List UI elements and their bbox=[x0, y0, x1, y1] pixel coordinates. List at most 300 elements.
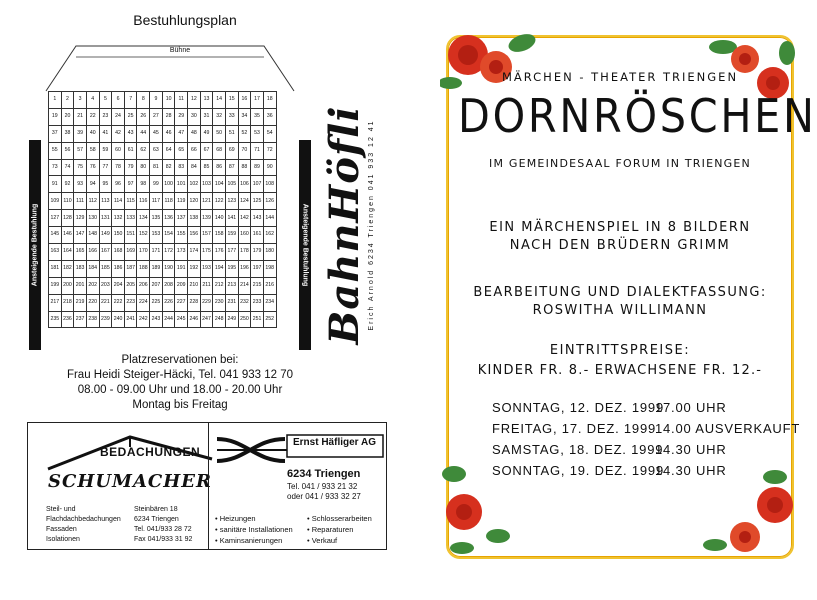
seat: 49 bbox=[200, 125, 213, 142]
seat: 218 bbox=[61, 294, 74, 311]
poster-adaptation-author: ROSWITHA WILLIMANN bbox=[532, 303, 708, 318]
seat: 78 bbox=[112, 159, 125, 176]
seat: 179 bbox=[251, 244, 264, 261]
seat-row bbox=[49, 193, 277, 210]
seat: 190 bbox=[162, 260, 175, 277]
seat: 86 bbox=[213, 159, 226, 176]
seat: 65 bbox=[175, 142, 188, 159]
seat: 127 bbox=[49, 210, 62, 227]
seat: 223 bbox=[124, 294, 137, 311]
seat-row bbox=[49, 108, 277, 125]
seat: 230 bbox=[213, 294, 226, 311]
seat: 69 bbox=[225, 142, 238, 159]
seat: 64 bbox=[162, 142, 175, 159]
seat: 239 bbox=[99, 311, 112, 328]
seat: 80 bbox=[137, 159, 150, 176]
seat: 51 bbox=[225, 125, 238, 142]
seat: 185 bbox=[99, 260, 112, 277]
show-row bbox=[492, 442, 800, 463]
seat: 18 bbox=[263, 92, 276, 109]
seat: 53 bbox=[251, 125, 264, 142]
seat-row bbox=[49, 277, 277, 294]
seat: 167 bbox=[99, 244, 112, 261]
seat: 59 bbox=[99, 142, 112, 159]
seat: 248 bbox=[213, 311, 226, 328]
phone-line: oder 041 / 933 32 27 bbox=[287, 492, 361, 501]
seat: 186 bbox=[112, 260, 125, 277]
seat: 174 bbox=[188, 244, 201, 261]
seat: 11 bbox=[175, 92, 188, 109]
side-label-right bbox=[299, 140, 311, 350]
seat: 43 bbox=[124, 125, 137, 142]
seat: 156 bbox=[188, 227, 201, 244]
seat: 142 bbox=[238, 210, 251, 227]
seat: 187 bbox=[124, 260, 137, 277]
seat-row bbox=[49, 311, 277, 328]
ad-haefliger-services-2 bbox=[307, 513, 372, 546]
stage-label: Bühne bbox=[169, 47, 191, 54]
side-label-left-text: Ansteigende Bestuhlung bbox=[31, 203, 39, 287]
seat-row bbox=[49, 125, 277, 142]
seat-row bbox=[49, 294, 277, 311]
seat: 111 bbox=[74, 193, 87, 210]
show-date: SAMSTAG, 18. DEZ. 1999 bbox=[492, 442, 664, 457]
seat: 94 bbox=[86, 176, 99, 193]
seat: 232 bbox=[238, 294, 251, 311]
seat: 108 bbox=[263, 176, 276, 193]
service-line: • Heizungen bbox=[215, 514, 256, 523]
seat-row bbox=[49, 92, 277, 109]
reservation-line: Frau Heidi Steiger-Häcki, Tel. 041 933 12 70 bbox=[66, 369, 294, 381]
seat: 26 bbox=[137, 108, 150, 125]
seat: 168 bbox=[112, 244, 125, 261]
seat: 83 bbox=[175, 159, 188, 176]
seat: 150 bbox=[112, 227, 125, 244]
seat: 5 bbox=[99, 92, 112, 109]
reservation-info bbox=[30, 353, 330, 413]
service-line: • Reparaturen bbox=[307, 525, 354, 534]
seat: 131 bbox=[99, 210, 112, 227]
ad-schumacher-services bbox=[46, 505, 121, 545]
seat: 50 bbox=[213, 125, 226, 142]
seat: 23 bbox=[99, 108, 112, 125]
seat: 61 bbox=[124, 142, 137, 159]
seat: 144 bbox=[263, 210, 276, 227]
seat: 136 bbox=[162, 210, 175, 227]
seat: 74 bbox=[61, 159, 74, 176]
poster-description-2: NACH DEN BRÜDERN GRIMM bbox=[509, 238, 731, 253]
seat: 89 bbox=[251, 159, 264, 176]
contact-line: 6234 Triengen bbox=[134, 516, 179, 523]
poster-pretitle: MÄRCHEN - THEATER TRIENGEN bbox=[501, 70, 739, 84]
seat: 90 bbox=[263, 159, 276, 176]
seat: 157 bbox=[200, 227, 213, 244]
seat: 176 bbox=[213, 244, 226, 261]
contact-line: Fax 041/933 31 92 bbox=[134, 536, 193, 543]
ad-haefliger-services bbox=[215, 513, 293, 546]
seat: 214 bbox=[238, 277, 251, 294]
seat: 132 bbox=[112, 210, 125, 227]
contact-line: Steinbären 18 bbox=[134, 506, 178, 513]
seat: 33 bbox=[225, 108, 238, 125]
seat: 32 bbox=[213, 108, 226, 125]
show-date: SONNTAG, 12. DEZ. 1999 bbox=[492, 400, 664, 415]
seat: 224 bbox=[137, 294, 150, 311]
seat: 155 bbox=[175, 227, 188, 244]
poster-adaptation-label: BEARBEITUNG UND DIALEKTFASSUNG: bbox=[473, 285, 767, 300]
seat: 63 bbox=[150, 142, 163, 159]
seat: 29 bbox=[175, 108, 188, 125]
ad-schumacher-title: BEDACHUNGEN bbox=[100, 445, 201, 459]
seat: 244 bbox=[162, 311, 175, 328]
seat: 6 bbox=[112, 92, 125, 109]
seat: 145 bbox=[49, 227, 62, 244]
seat: 77 bbox=[99, 159, 112, 176]
seat: 180 bbox=[263, 244, 276, 261]
service-line: Isolationen bbox=[46, 536, 80, 543]
seat: 216 bbox=[263, 277, 276, 294]
seat: 209 bbox=[175, 277, 188, 294]
logo-subline: Erich Arnold 6234 Triengen 041 933 12 41 bbox=[368, 119, 375, 331]
service-line: • sanitäre Installationen bbox=[215, 525, 293, 534]
seat: 115 bbox=[124, 193, 137, 210]
seat: 130 bbox=[86, 210, 99, 227]
seat: 158 bbox=[213, 227, 226, 244]
seat: 139 bbox=[200, 210, 213, 227]
seat: 175 bbox=[200, 244, 213, 261]
seat: 10 bbox=[162, 92, 175, 109]
seat: 84 bbox=[188, 159, 201, 176]
seat: 19 bbox=[49, 108, 62, 125]
reservation-line: 08.00 - 09.00 Uhr und 18.00 - 20.00 Uhr bbox=[77, 384, 283, 396]
seat: 203 bbox=[99, 277, 112, 294]
seat: 212 bbox=[213, 277, 226, 294]
seat: 56 bbox=[61, 142, 74, 159]
seat: 52 bbox=[238, 125, 251, 142]
seat: 222 bbox=[112, 294, 125, 311]
seat: 233 bbox=[251, 294, 264, 311]
seat: 54 bbox=[263, 125, 276, 142]
seat: 21 bbox=[74, 108, 87, 125]
seat: 107 bbox=[251, 176, 264, 193]
seat: 114 bbox=[112, 193, 125, 210]
seat: 134 bbox=[137, 210, 150, 227]
seat: 188 bbox=[137, 260, 150, 277]
seat: 122 bbox=[213, 193, 226, 210]
seat: 85 bbox=[200, 159, 213, 176]
seat: 177 bbox=[225, 244, 238, 261]
seat: 245 bbox=[175, 311, 188, 328]
seat: 128 bbox=[61, 210, 74, 227]
seat: 124 bbox=[238, 193, 251, 210]
seat: 67 bbox=[200, 142, 213, 159]
seat: 15 bbox=[225, 92, 238, 109]
seat: 126 bbox=[263, 193, 276, 210]
seat: 16 bbox=[238, 92, 251, 109]
seat: 135 bbox=[150, 210, 163, 227]
seat: 110 bbox=[61, 193, 74, 210]
seat-grid bbox=[48, 91, 277, 328]
seat: 42 bbox=[112, 125, 125, 142]
seat: 68 bbox=[213, 142, 226, 159]
seat: 208 bbox=[162, 277, 175, 294]
seat: 39 bbox=[74, 125, 87, 142]
seat: 4 bbox=[86, 92, 99, 109]
seat: 38 bbox=[61, 125, 74, 142]
seat: 105 bbox=[225, 176, 238, 193]
seat: 210 bbox=[188, 277, 201, 294]
seat: 228 bbox=[188, 294, 201, 311]
seat: 236 bbox=[61, 311, 74, 328]
seat: 37 bbox=[49, 125, 62, 142]
seat: 58 bbox=[86, 142, 99, 159]
seat: 235 bbox=[49, 311, 62, 328]
ad-haefliger-town: 6234 Triengen bbox=[287, 468, 361, 480]
seat: 109 bbox=[49, 193, 62, 210]
seat: 45 bbox=[150, 125, 163, 142]
seat: 140 bbox=[213, 210, 226, 227]
seat: 199 bbox=[49, 277, 62, 294]
seat: 237 bbox=[74, 311, 87, 328]
seat: 192 bbox=[188, 260, 201, 277]
seat: 60 bbox=[112, 142, 125, 159]
seat: 25 bbox=[124, 108, 137, 125]
seat: 99 bbox=[150, 176, 163, 193]
show-date: FREITAG, 17. DEZ. 1999 bbox=[492, 421, 657, 436]
seat: 141 bbox=[225, 210, 238, 227]
show-time: 14.00 AUSVERKAUFT bbox=[655, 421, 801, 436]
seat: 178 bbox=[238, 244, 251, 261]
seat: 195 bbox=[225, 260, 238, 277]
seat: 97 bbox=[124, 176, 137, 193]
seat: 55 bbox=[49, 142, 62, 159]
seat: 193 bbox=[200, 260, 213, 277]
seat: 213 bbox=[225, 277, 238, 294]
poster bbox=[440, 25, 817, 565]
show-row bbox=[492, 400, 800, 421]
ad-schumacher-contact bbox=[134, 505, 192, 545]
seat: 31 bbox=[200, 108, 213, 125]
seat: 95 bbox=[99, 176, 112, 193]
seat: 40 bbox=[86, 125, 99, 142]
ad-haefliger bbox=[208, 423, 387, 549]
seat: 202 bbox=[86, 277, 99, 294]
seat-row bbox=[49, 210, 277, 227]
seat: 243 bbox=[150, 311, 163, 328]
seat: 226 bbox=[162, 294, 175, 311]
seat: 194 bbox=[213, 260, 226, 277]
seat: 137 bbox=[175, 210, 188, 227]
seat: 82 bbox=[162, 159, 175, 176]
seat: 211 bbox=[200, 277, 213, 294]
seat: 104 bbox=[213, 176, 226, 193]
seat: 119 bbox=[175, 193, 188, 210]
show-row bbox=[492, 463, 800, 484]
seat: 246 bbox=[188, 311, 201, 328]
seat: 159 bbox=[225, 227, 238, 244]
seat: 231 bbox=[225, 294, 238, 311]
seat: 46 bbox=[162, 125, 175, 142]
seat: 251 bbox=[251, 311, 264, 328]
seat: 113 bbox=[99, 193, 112, 210]
seat: 225 bbox=[150, 294, 163, 311]
seat: 221 bbox=[99, 294, 112, 311]
seat: 200 bbox=[61, 277, 74, 294]
seat-row bbox=[49, 227, 277, 244]
seat: 204 bbox=[112, 277, 125, 294]
seat: 148 bbox=[86, 227, 99, 244]
seat: 41 bbox=[99, 125, 112, 142]
service-line: Fassaden bbox=[46, 526, 77, 533]
service-line: Flachdachbedachungen bbox=[46, 516, 121, 523]
seat: 166 bbox=[86, 244, 99, 261]
seat: 101 bbox=[175, 176, 188, 193]
seat: 3 bbox=[74, 92, 87, 109]
seat: 173 bbox=[175, 244, 188, 261]
seat: 250 bbox=[238, 311, 251, 328]
seat: 165 bbox=[74, 244, 87, 261]
show-schedule bbox=[492, 400, 800, 484]
seat: 125 bbox=[251, 193, 264, 210]
seat: 170 bbox=[137, 244, 150, 261]
seat: 48 bbox=[188, 125, 201, 142]
seat: 123 bbox=[225, 193, 238, 210]
seat: 154 bbox=[162, 227, 175, 244]
seat: 30 bbox=[188, 108, 201, 125]
seat: 121 bbox=[200, 193, 213, 210]
seat: 152 bbox=[137, 227, 150, 244]
seat: 102 bbox=[188, 176, 201, 193]
seat: 151 bbox=[124, 227, 137, 244]
seat: 17 bbox=[251, 92, 264, 109]
seat: 240 bbox=[112, 311, 125, 328]
seat: 161 bbox=[251, 227, 264, 244]
show-row bbox=[492, 421, 800, 442]
seat: 238 bbox=[86, 311, 99, 328]
seat: 234 bbox=[263, 294, 276, 311]
ad-haefliger-title: Ernst Häfliger AG bbox=[293, 437, 376, 448]
seat: 163 bbox=[49, 244, 62, 261]
seat: 116 bbox=[137, 193, 150, 210]
advertisement-box bbox=[27, 422, 387, 550]
seat: 73 bbox=[49, 159, 62, 176]
seat: 138 bbox=[188, 210, 201, 227]
reservation-line: Montag bis Freitag bbox=[132, 399, 228, 411]
seat-row bbox=[49, 159, 277, 176]
seat: 1 bbox=[49, 92, 62, 109]
seat: 217 bbox=[49, 294, 62, 311]
poster-prices: KINDER FR. 8.- ERWACHSENE FR. 12.- bbox=[477, 363, 763, 378]
seat: 162 bbox=[263, 227, 276, 244]
seat: 118 bbox=[162, 193, 175, 210]
seat: 12 bbox=[188, 92, 201, 109]
seat: 189 bbox=[150, 260, 163, 277]
seat: 100 bbox=[162, 176, 175, 193]
seat: 76 bbox=[86, 159, 99, 176]
restaurant-logo bbox=[318, 105, 378, 345]
seat: 146 bbox=[61, 227, 74, 244]
logo-script: BahnHöfli bbox=[321, 105, 368, 345]
seat: 120 bbox=[188, 193, 201, 210]
seat: 75 bbox=[74, 159, 87, 176]
show-time: 14.30 UHR bbox=[655, 463, 727, 478]
seat: 215 bbox=[251, 277, 264, 294]
ad-haefliger-phone bbox=[287, 482, 361, 502]
seat: 205 bbox=[124, 277, 137, 294]
seat-row bbox=[49, 142, 277, 159]
seat: 171 bbox=[150, 244, 163, 261]
seat: 219 bbox=[74, 294, 87, 311]
seat: 2 bbox=[61, 92, 74, 109]
seat: 8 bbox=[137, 92, 150, 109]
seat: 117 bbox=[150, 193, 163, 210]
seat: 229 bbox=[200, 294, 213, 311]
show-time: 17.00 UHR bbox=[655, 400, 727, 415]
service-line: • Verkauf bbox=[307, 536, 338, 545]
seat: 169 bbox=[124, 244, 137, 261]
ad-schumacher bbox=[28, 423, 212, 549]
seat: 147 bbox=[74, 227, 87, 244]
seat: 181 bbox=[49, 260, 62, 277]
seat: 71 bbox=[251, 142, 264, 159]
seat: 91 bbox=[49, 176, 62, 193]
seat: 62 bbox=[137, 142, 150, 159]
seat: 66 bbox=[188, 142, 201, 159]
seat: 24 bbox=[112, 108, 125, 125]
phone-line: Tel. 041 / 933 21 32 bbox=[287, 482, 358, 491]
seat: 96 bbox=[112, 176, 125, 193]
seat: 22 bbox=[86, 108, 99, 125]
seat: 160 bbox=[238, 227, 251, 244]
seat-row bbox=[49, 244, 277, 261]
seat: 227 bbox=[175, 294, 188, 311]
seat: 133 bbox=[124, 210, 137, 227]
seat: 14 bbox=[213, 92, 226, 109]
poster-price-heading: EINTRITTSPREISE: bbox=[549, 343, 691, 358]
seat: 79 bbox=[124, 159, 137, 176]
seat: 106 bbox=[238, 176, 251, 193]
seat: 220 bbox=[86, 294, 99, 311]
seat: 20 bbox=[61, 108, 74, 125]
seat: 242 bbox=[137, 311, 150, 328]
seat: 57 bbox=[74, 142, 87, 159]
seat: 103 bbox=[200, 176, 213, 193]
poster-description: EIN MÄRCHENSPIEL IN 8 BILDERN bbox=[489, 220, 751, 235]
side-label-right-text: Ansteigende Bestuhlung bbox=[301, 203, 309, 287]
seat: 13 bbox=[200, 92, 213, 109]
seat: 153 bbox=[150, 227, 163, 244]
seat: 164 bbox=[61, 244, 74, 261]
seat: 112 bbox=[86, 193, 99, 210]
poster-title: DORNRÖSCHEN bbox=[458, 89, 817, 143]
seat: 183 bbox=[74, 260, 87, 277]
seat: 47 bbox=[175, 125, 188, 142]
seat: 70 bbox=[238, 142, 251, 159]
seat-row bbox=[49, 176, 277, 193]
show-time: 14.30 UHR bbox=[655, 442, 727, 457]
seat: 206 bbox=[137, 277, 150, 294]
seat: 201 bbox=[74, 277, 87, 294]
seat: 191 bbox=[175, 260, 188, 277]
seat: 198 bbox=[263, 260, 276, 277]
seat: 92 bbox=[61, 176, 74, 193]
seat: 207 bbox=[150, 277, 163, 294]
ad-schumacher-brand: SCHUMACHER bbox=[48, 471, 212, 492]
seat-row bbox=[49, 260, 277, 277]
seat: 249 bbox=[225, 311, 238, 328]
seat: 72 bbox=[263, 142, 276, 159]
seat: 98 bbox=[137, 176, 150, 193]
